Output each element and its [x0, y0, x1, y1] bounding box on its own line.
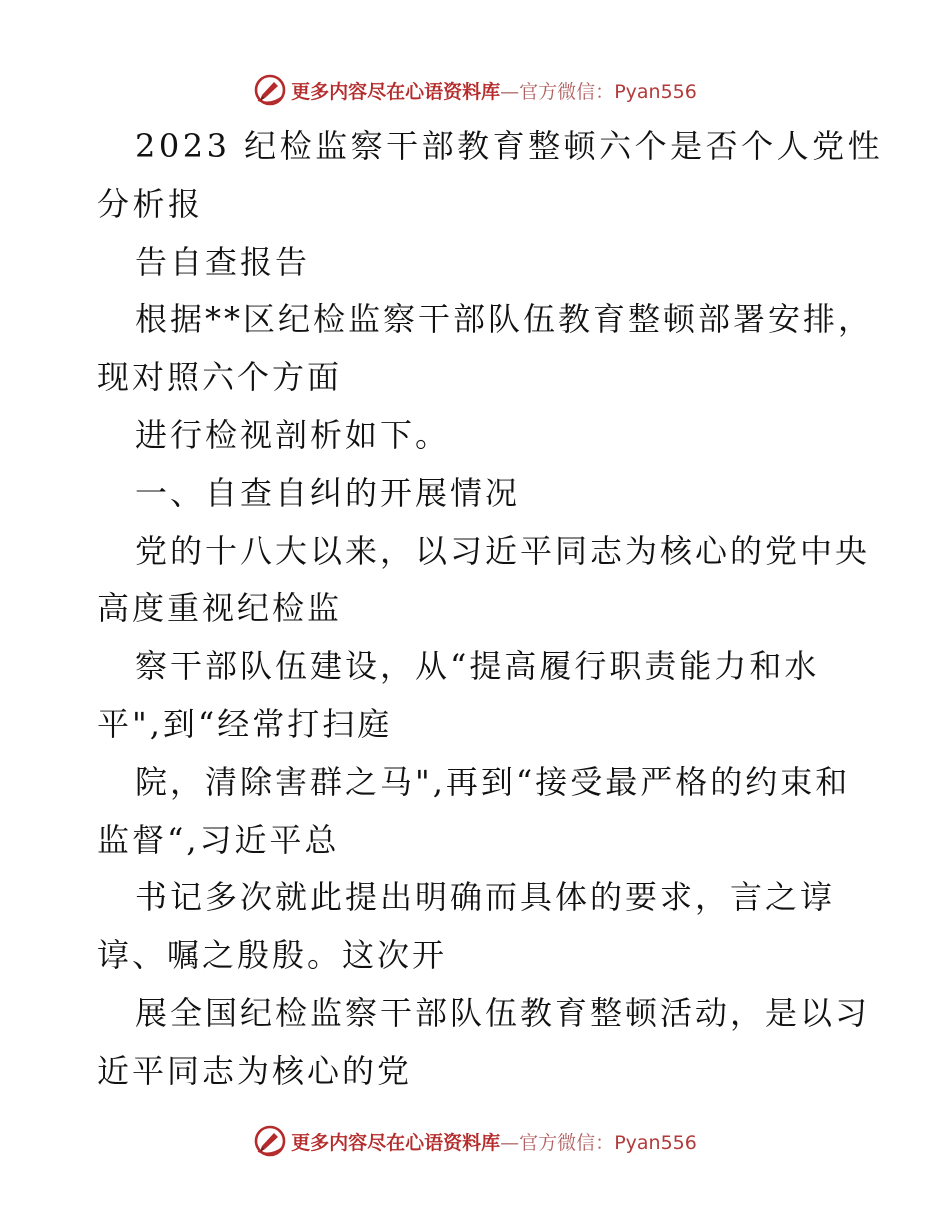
banner-wechat-id: Pyan556 [614, 80, 697, 103]
paragraph-line: 告自查报告 [135, 242, 311, 281]
paragraph-line: 察干部队伍建设，从“提高履行职责能力和水 [135, 647, 820, 686]
banner-dash: — [500, 80, 520, 103]
banner-highlight: 更多内容尽在心语资料库 [291, 1131, 501, 1154]
paragraph-line: 现对照六个方面 [97, 358, 343, 397]
banner-highlight: 更多内容尽在心语资料库 [291, 80, 501, 103]
document-title-line-1: 2023 纪检监察干部教育整顿六个是否个人党性 [135, 127, 884, 165]
footer-banner[interactable] [0, 1121, 950, 1161]
paragraph-line: 近平同志为核心的党 [97, 1051, 413, 1090]
pen-logo-icon [253, 73, 287, 107]
banner-dash: — [500, 1131, 520, 1154]
document-title-line-2: 分析报 [97, 184, 204, 223]
banner-text [291, 1128, 697, 1155]
paragraph-line: 高度重视纪检监 [97, 589, 343, 628]
paragraph-line: 展全国纪检监察干部队伍教育整顿活动，是以习 [135, 993, 871, 1032]
document-body [97, 118, 884, 1101]
paragraph-line: 进行检视剖析如下。 [135, 415, 451, 454]
banner-text [291, 77, 697, 104]
paragraph-line: 监督“,习近平总 [97, 820, 340, 859]
paragraph-line: 书记多次就此提出明确而具体的要求，言之谆 [135, 878, 836, 917]
paragraph-line: 谆、嘱之殷殷。这次开 [97, 936, 448, 975]
header-banner[interactable] [0, 70, 950, 110]
banner-wechat-label: 官方微信： [519, 80, 615, 103]
paragraph-line: 根据**区纪检监察干部队伍教育整顿部署安排， [135, 300, 874, 339]
banner-wechat-id: Pyan556 [614, 1131, 697, 1154]
paragraph-line: 平",到“经常打扫庭 [97, 704, 393, 743]
paragraph-line: 党的十八大以来，以习近平同志为核心的党中央 [135, 531, 871, 570]
banner-wechat-label: 官方微信： [519, 1131, 615, 1154]
pen-logo-icon [253, 1124, 287, 1158]
paragraph-line: 院，清除害群之马",再到“接受最严格的约束和 [135, 762, 851, 801]
section-heading: 一、自查自纠的开展情况 [135, 473, 521, 512]
